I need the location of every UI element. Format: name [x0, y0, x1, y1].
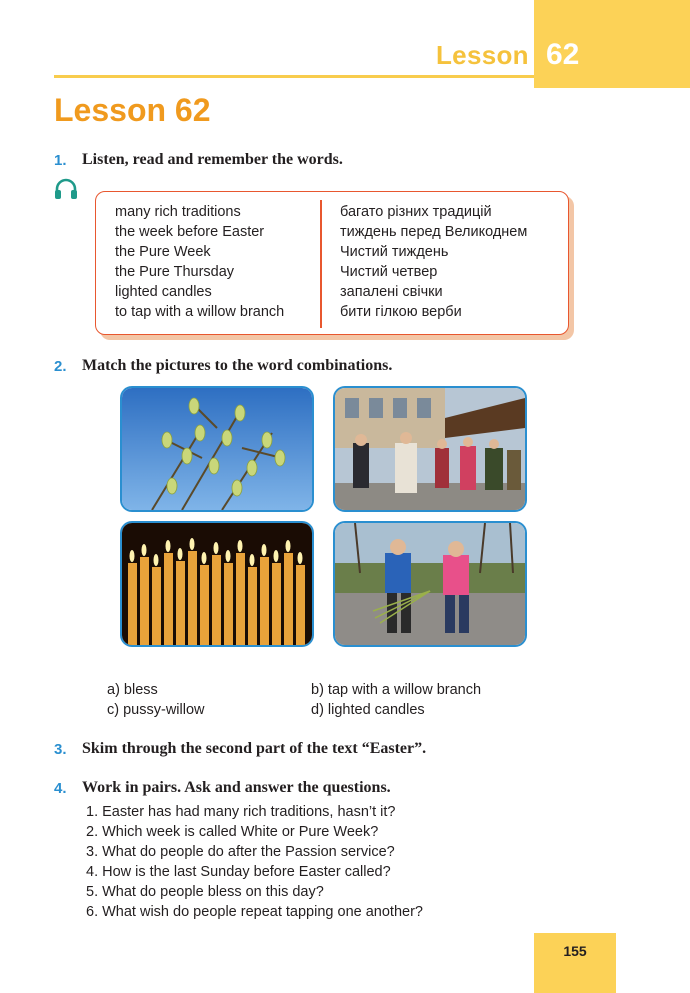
exercise-3-number: 3.	[54, 741, 67, 758]
photo-tap-willow-branch	[333, 521, 527, 647]
vocab-ua-item: багато різних традицій	[340, 204, 492, 220]
option-b: b) tap with a willow branch	[311, 682, 482, 698]
vocab-ua-item: Чистий тиждень	[340, 244, 449, 260]
vocab-english-column	[115, 202, 284, 322]
option-c: c) pussy-willow	[107, 702, 205, 718]
exercise-4-instruction: Work in pairs. Ask and answer the questions.	[82, 779, 391, 796]
vocab-en-item: the week before Easter	[115, 224, 265, 240]
option-a: a) bless	[107, 682, 158, 698]
header-lesson-word: Lesson	[436, 40, 529, 70]
vocab-ukrainian-column	[340, 202, 527, 322]
exercise-1-number: 1.	[54, 152, 67, 169]
vocab-en-item: lighted candles	[115, 284, 212, 300]
vocab-divider	[320, 200, 322, 328]
photo-bless	[333, 386, 527, 512]
vocab-ua-item: бити гілкою верби	[340, 304, 462, 320]
question-4: 4. How is the last Sunday before Easter called?	[86, 864, 391, 880]
vocab-en-item: many rich traditions	[115, 204, 241, 220]
vocab-ua-item: запалені свічки	[340, 284, 443, 300]
exercise-3-instruction: Skim through the second part of the text “Easter”.	[82, 740, 427, 757]
option-d: d) lighted candles	[311, 702, 425, 718]
question-6: 6. What wish do people repeat tapping one another?	[86, 904, 423, 920]
vocab-en-item: to tap with a willow branch	[115, 304, 285, 320]
photo-pussy-willow	[120, 386, 314, 512]
question-5: 5. What do people bless on this day?	[86, 884, 324, 900]
header-lesson-number: 62	[546, 38, 580, 71]
page-number-box	[534, 933, 616, 993]
vocab-ua-item: тиждень перед Великоднем	[340, 224, 528, 240]
exercise-2-number: 2.	[54, 358, 67, 375]
page-title: Lesson 62	[54, 92, 211, 128]
vocab-en-item: the Pure Thursday	[115, 264, 235, 280]
vocab-box	[95, 191, 569, 335]
question-3: 3. What do people do after the Passion service?	[86, 844, 395, 860]
exercise-1-instruction: Listen, read and remember the words.	[82, 151, 343, 168]
vocab-en-item: the Pure Week	[115, 244, 211, 260]
vocab-ua-item: Чистий четвер	[340, 264, 438, 280]
header-rule	[54, 75, 534, 78]
exercise-2-instruction: Match the pictures to the word combinations.	[82, 357, 393, 374]
exercise-4-number: 4.	[54, 780, 67, 797]
question-1: 1. Easter has had many rich traditions, hasn’t it?	[86, 804, 396, 820]
headphones-icon[interactable]	[54, 178, 78, 200]
page-number: 155	[563, 943, 587, 959]
question-2: 2. Which week is called White or Pure Week?	[86, 824, 379, 840]
photo-lighted-candles	[120, 521, 314, 647]
header-number-box	[534, 0, 690, 88]
